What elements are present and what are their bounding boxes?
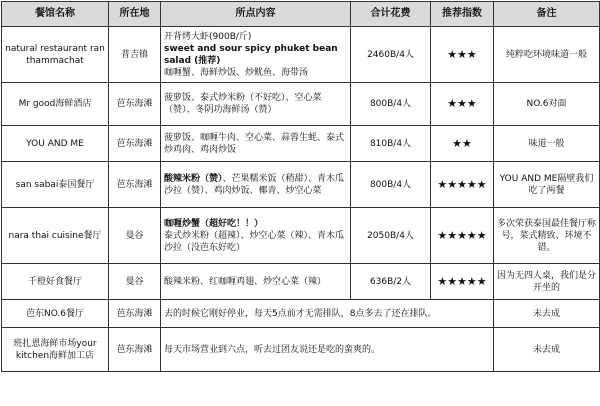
header-items: 所点内容 [161, 2, 351, 27]
rating-stars: ★★★★★ [431, 264, 494, 300]
restaurant-table [1, 1, 600, 372]
table-row [2, 126, 600, 162]
cost-cell: 2050B/4人 [351, 208, 431, 264]
header-notes: 备注 [494, 2, 600, 27]
item-line: 泰式炒米粉（超辣）、炒空心菜（辣）、青木瓜沙拉（没芭东好吃） [164, 230, 345, 253]
cost-cell: 800B/4人 [351, 162, 431, 208]
notes-cell: 多次荣获泰国最佳餐厅称号，菜式精致、环境不错。 [494, 208, 600, 264]
table-row [2, 162, 600, 208]
item-line: 酸辣米粉（赞） [164, 173, 223, 184]
header-rating: 推荐指数 [431, 2, 494, 27]
items-cell [161, 83, 351, 126]
rating-stars: ★★★ [431, 27, 494, 83]
location-cell: 芭东海滩 [109, 126, 161, 162]
rating-stars: ★★★★★ [431, 162, 494, 208]
item-line: 咖喱蟹、海鲜炒饭、炒鱿鱼、海带汤 [164, 67, 309, 78]
item-line: 菠萝饭、泰式炒米粉（不好吃）、空心菜（赞）、冬阴功海鲜汤（赞） [164, 93, 322, 115]
location-cell: 芭东海滩 [109, 328, 161, 372]
restaurant-name-cell: Mr good海鲜酒店 [2, 83, 109, 126]
items-cell [161, 328, 494, 372]
notes-cell: 未去成 [494, 300, 600, 328]
notes-cell: NO.6对面 [494, 83, 600, 126]
notes-cell: YOU AND ME隔壁我们吃了两餐 [494, 162, 600, 208]
location-cell: 芭东海滩 [109, 300, 161, 328]
header-row [2, 2, 600, 27]
item-line: 菠萝饭、咖喱牛肉、空心菜、蒜蓉生蚝、泰式炒鸡肉、鸡肉炒饭 [164, 132, 345, 155]
item-line: sweet and sour spicy phuket bean salad (推荐) [164, 43, 338, 66]
location-cell: 曼谷 [109, 208, 161, 264]
items-cell [161, 300, 494, 328]
items-cell [161, 208, 351, 264]
table-row [2, 83, 600, 126]
table-row [2, 328, 600, 372]
cost-cell: 2460B/4人 [351, 27, 431, 83]
location-cell: 芭东海滩 [109, 83, 161, 126]
notes-cell: 味道一般 [494, 126, 600, 162]
location-cell: 芭东海滩 [109, 162, 161, 208]
notes-cell: 未去成 [494, 328, 600, 372]
notes-cell: 纯粹吃环境味道一般 [494, 27, 600, 83]
item-line: 每天市场营业到六点，听去过团友说还是吃的蛮爽的。 [164, 344, 381, 355]
table-row [2, 300, 600, 328]
header-location: 所在地 [109, 2, 161, 27]
cost-cell: 810B/4人 [351, 126, 431, 162]
restaurant-name-cell: natural restaurant ran thammachat [2, 27, 109, 83]
restaurant-name-cell: san sabai泰国餐厅 [2, 162, 109, 208]
rating-stars: ★★★★★ [431, 208, 494, 264]
item-line: 、芒果糯米饭（稍甜）、青木瓜沙拉（赞）、鸡肉炒饭、椰青、炒空心菜 [164, 173, 345, 196]
item-line: 咖喱炒蟹（超好吃！！） [164, 218, 264, 229]
rating-stars: ★★ [431, 126, 494, 162]
items-cell [161, 126, 351, 162]
restaurant-name-cell: 芭东NO.6餐厅 [2, 300, 109, 328]
items-cell [161, 27, 351, 83]
cost-cell: 800B/4人 [351, 83, 431, 126]
restaurant-name-cell: nara thai cuisine餐厅 [2, 208, 109, 264]
header-name: 餐馆名称 [2, 2, 109, 27]
items-cell [161, 264, 351, 300]
cost-cell: 636B/2人 [351, 264, 431, 300]
table-row [2, 208, 600, 264]
notes-cell: 因为无四人桌，我们是分开坐的 [494, 264, 600, 300]
rating-stars: ★★★ [431, 83, 494, 126]
restaurant-name-cell: 班扎恩海鲜市场your kitchen海鲜加工店 [2, 328, 109, 372]
item-line: 酸辣米粉、红咖喱鸡翅、炒空心菜（辣） [164, 276, 327, 287]
items-cell [161, 162, 351, 208]
table-row [2, 27, 600, 83]
location-cell: 普吉镇 [109, 27, 161, 83]
location-cell: 曼谷 [109, 264, 161, 300]
item-line: 去的时候它刚好停业，每天5点前才无需排队，8点多去了还在排队。 [164, 308, 437, 319]
header-cost: 合计花费 [351, 2, 431, 27]
table-row [2, 264, 600, 300]
restaurant-name-cell: 千橙好食餐厅 [2, 264, 109, 300]
item-line: 开背烤大虾(900B/斤) [164, 31, 252, 42]
restaurant-name-cell: YOU AND ME [2, 126, 109, 162]
